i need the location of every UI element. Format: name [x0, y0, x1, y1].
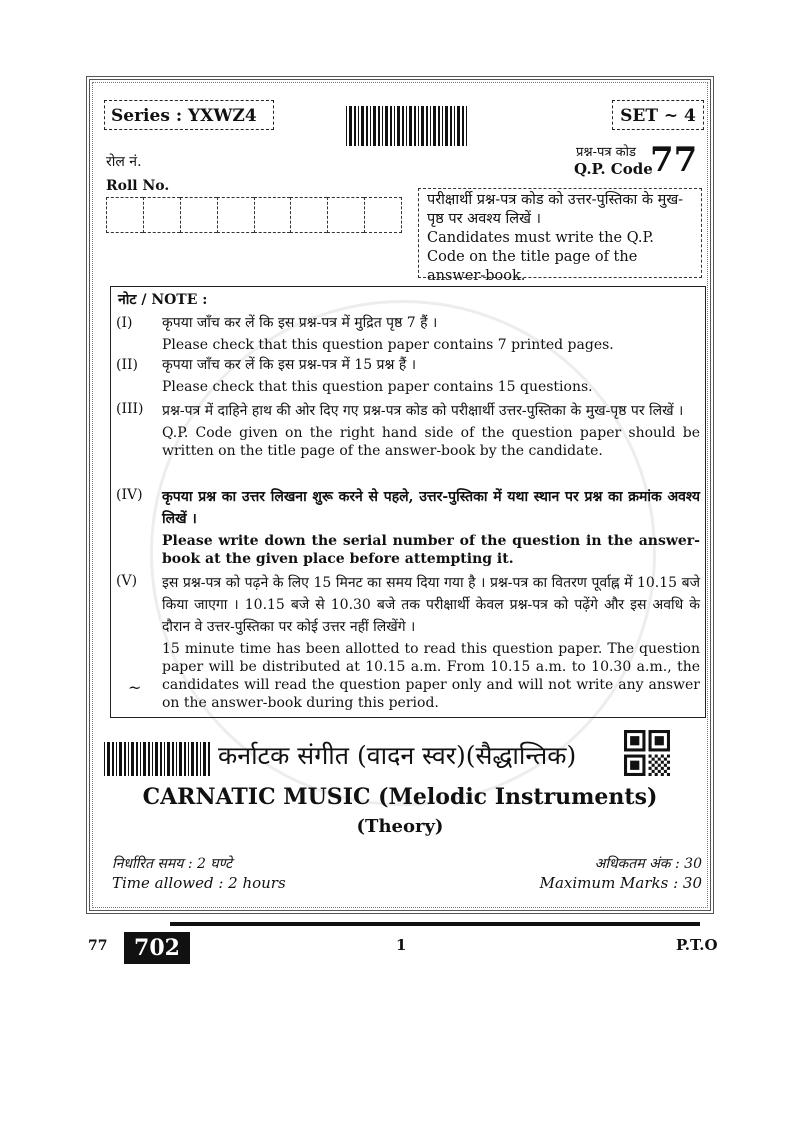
note-item — [116, 400, 700, 480]
roll-number-label-en: Roll No. — [106, 178, 170, 194]
note-heading: नोट / NOTE : — [118, 292, 208, 308]
roll-digit-box[interactable] — [327, 197, 364, 233]
note-item-hi: इस प्रश्न-पत्र को पढ़ने के लिए 15 मिनट का समय दिया गया है । प्रश्न-पत्र का वितरण पूर्वाह्न में 10.15 बजे किया जाएगा । 10.15 बजे से 10.30 बजे तक परीक्षार्थी केवल प्रश्न-पत्र को पढ़ेंगे और इस अवधि के दौरान वे उत्तर-पुस्तिका पर कोई उत्तर नहीं लिखेंगे । — [162, 575, 700, 635]
qp-code-label-hi: प्रश्न-पत्र कोड — [576, 145, 636, 160]
note-item — [116, 356, 700, 396]
time-allowed-hi: निर्धारित समय : 2 घण्टे — [112, 856, 233, 872]
note-item-number: (II) — [116, 357, 138, 373]
page-number: 1 — [396, 936, 407, 954]
subject-subtitle: (Theory) — [356, 816, 444, 837]
series-label: Series : YXWZ4 — [104, 100, 274, 130]
qr-code-icon — [624, 730, 670, 776]
note-item — [116, 314, 700, 354]
barcode-top — [346, 106, 471, 146]
note-item-en: 15 minute time has been allotted to read this question paper. The question paper will be distributed at 10.15 a.m. From 10.15 a.m. to 10.30 a.m., the candidates will read the question paper only and will not write any answer on the answer-book during this period. — [162, 641, 700, 711]
roll-number-label-hi: रोल नं. — [106, 154, 142, 170]
pto-label: P.T.O — [676, 936, 718, 954]
roll-digit-box[interactable] — [143, 197, 180, 233]
note-item-en: Please check that this question paper contains 15 questions. — [162, 379, 593, 395]
max-marks-en: Maximum Marks : 30 — [539, 874, 702, 892]
subject-title-en: CARNATIC MUSIC (Melodic Instruments) — [142, 784, 658, 810]
qp-code-label-en: Q.P. Code — [574, 160, 653, 178]
note-item-text — [162, 572, 700, 712]
note-item-en: Please check that this question paper contains 7 printed pages. — [162, 337, 614, 353]
candidate-instruction-box — [418, 188, 702, 284]
footer-rule — [170, 922, 700, 926]
note-item-number: (III) — [116, 401, 144, 417]
roll-digit-box[interactable] — [290, 197, 327, 233]
roll-digit-box[interactable] — [180, 197, 217, 233]
note-item-hi: कृपया जाँच कर लें कि इस प्रश्न-पत्र में 15 प्रश्न हैं । — [162, 357, 417, 373]
set-label: SET ~ 4 — [612, 100, 704, 130]
note-item-hi: प्रश्न-पत्र में दाहिने हाथ की ओर दिए गए प्रश्न-पत्र कोड को परीक्षार्थी उत्तर-पुस्तिका के मुख-पृष्ठ पर लिखें । — [162, 403, 684, 419]
tilde-mark: ~ — [128, 678, 142, 697]
note-item-number: (IV) — [116, 487, 143, 503]
note-item-text — [162, 400, 700, 460]
footer-code: 77 — [88, 938, 108, 954]
roll-digit-box[interactable] — [106, 197, 143, 233]
roll-number-boxes[interactable] — [106, 197, 402, 233]
note-item-hi: कृपया जाँच कर लें कि इस प्रश्न-पत्र में मुद्रित पृष्ठ 7 हैं । — [162, 315, 438, 331]
note-item-en: Q.P. Code given on the right hand side of the question paper should be written on the title page of the answer-book by the candidate. — [162, 425, 700, 459]
max-marks-hi: अधिकतम अंक : 30 — [594, 856, 702, 872]
footer-code-box: 702 — [124, 932, 190, 964]
subject-title-hi: कर्नाटक संगीत (वादन स्वर)(सैद्धान्तिक) — [218, 741, 577, 770]
note-item-text — [162, 486, 700, 568]
roll-digit-box[interactable] — [254, 197, 291, 233]
qp-code-number: 77 — [650, 140, 698, 180]
note-item-text — [162, 314, 700, 354]
note-item-number: (V) — [116, 573, 138, 589]
candidate-instruction-en: Candidates must write the Q.P. Code on the title page of the answer-book. — [427, 230, 654, 284]
note-item — [116, 572, 700, 714]
candidate-instruction-hi: परीक्षार्थी प्रश्न-पत्र कोड को उत्तर-पुस्तिका के मुख-पृष्ठ पर अवश्य लिखें । — [427, 192, 684, 227]
note-item-text — [162, 356, 700, 396]
roll-digit-box[interactable] — [364, 197, 402, 233]
barcode-bottom — [104, 742, 210, 776]
time-allowed-en: Time allowed : 2 hours — [112, 874, 286, 892]
note-item — [116, 486, 700, 566]
note-item-number: (I) — [116, 315, 133, 331]
roll-digit-box[interactable] — [217, 197, 254, 233]
note-item-hi: कृपया प्रश्न का उत्तर लिखना शुरू करने से पहले, उत्तर-पुस्तिका में यथा स्थान पर प्रश्न का क्रमांक अवश्य लिखें । — [162, 489, 700, 527]
note-item-en: Please write down the serial number of the question in the answer-book at the given place before attempting it. — [162, 533, 700, 567]
